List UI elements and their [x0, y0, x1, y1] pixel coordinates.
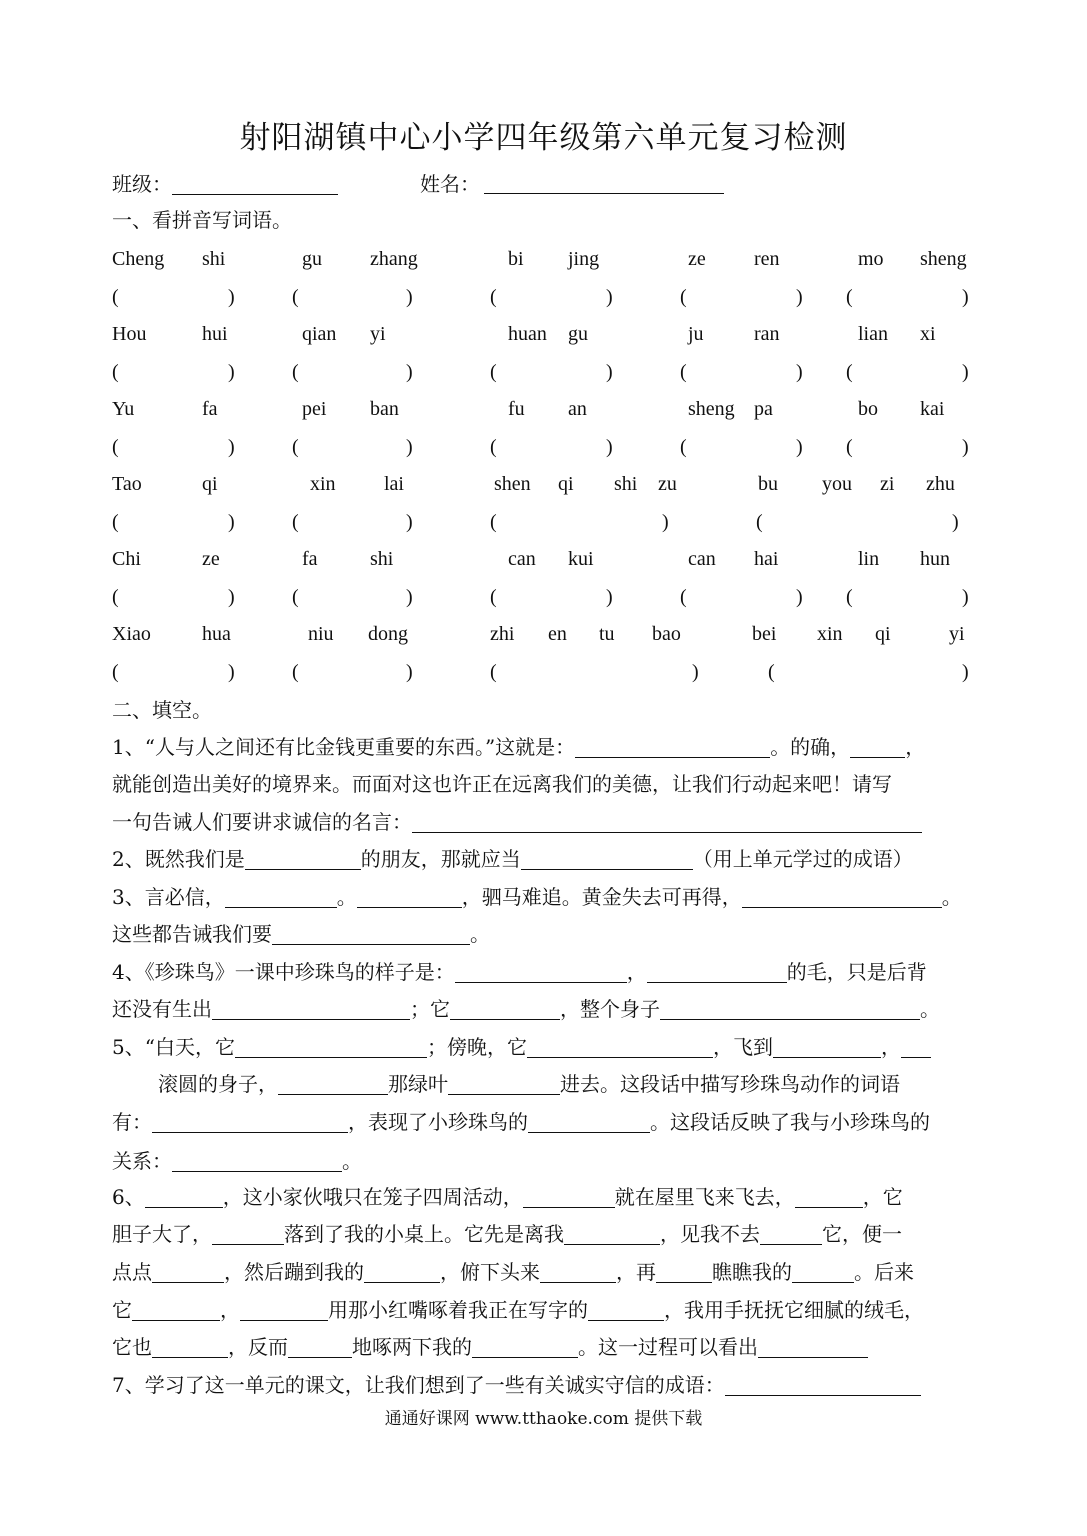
q6-text-n: 。后来	[854, 1260, 914, 1284]
pinyin-syllable: you	[822, 473, 852, 495]
answer-paren-close: )	[406, 436, 413, 458]
q1-text-a: 1、“人与人之间还有比金钱更重要的东西。”这就是：	[112, 735, 576, 759]
q6-line5	[112, 1332, 974, 1362]
answer-paren-row	[112, 582, 974, 612]
q6-text-k: ，俯下头来	[440, 1260, 540, 1284]
q6-blank-17[interactable]	[472, 1337, 578, 1358]
answer-paren-close: )	[228, 511, 235, 533]
q1-text-b: 。的确，	[770, 735, 851, 759]
q6-text-a: 6、	[112, 1185, 145, 1209]
pinyin-syllable: tu	[599, 623, 615, 645]
pinyin-row	[112, 394, 974, 424]
q3-text-b: 。	[336, 885, 357, 909]
pinyin-syllable: Yu	[112, 398, 135, 420]
section1-heading: 一、看拼音写词语。	[112, 208, 292, 232]
answer-paren-open[interactable]: (	[680, 286, 687, 308]
q6-blank-13[interactable]	[240, 1300, 328, 1321]
answer-paren-open[interactable]: (	[490, 661, 497, 683]
answer-paren-close: )	[962, 586, 969, 608]
answer-paren-close: )	[406, 586, 413, 608]
pinyin-syllable: pa	[754, 398, 773, 420]
pinyin-syllable: shen	[494, 473, 531, 495]
q5-text-j: 。这段话反映了我与小珍珠鸟的	[650, 1110, 930, 1134]
pinyin-syllable: lai	[384, 473, 404, 495]
q4-blank-2[interactable]	[647, 962, 787, 983]
q4-blank-4[interactable]	[450, 999, 560, 1020]
name-blank[interactable]	[484, 173, 724, 194]
pinyin-syllable: shi	[614, 473, 638, 495]
q4-blank-1[interactable]	[455, 962, 627, 983]
q6-text-j: ，然后蹦到我的	[224, 1260, 364, 1284]
q5-text-d: ，	[880, 1035, 901, 1059]
answer-paren-open[interactable]: (	[490, 586, 497, 608]
answer-paren-open[interactable]: (	[680, 436, 687, 458]
answer-paren-close: )	[606, 436, 613, 458]
q4-text-g: 。	[920, 997, 940, 1021]
pinyin-syllable: zu	[658, 473, 677, 495]
q6-line2	[112, 1219, 974, 1249]
q4-text-d: 还没有生出	[112, 997, 212, 1021]
answer-paren-open[interactable]: (	[112, 586, 119, 608]
answer-paren-open[interactable]: (	[846, 436, 853, 458]
q5-line1	[112, 1032, 974, 1062]
pinyin-syllable: zhi	[490, 623, 515, 645]
q1-line3	[112, 807, 974, 837]
class-blank[interactable]	[172, 174, 338, 195]
q6-line4	[112, 1295, 974, 1325]
q2-line	[112, 844, 974, 874]
pinyin-syllable: zhu	[926, 473, 955, 495]
pinyin-syllable: shi	[370, 548, 394, 570]
pinyin-syllable: fa	[302, 548, 318, 570]
answer-paren-close: )	[796, 286, 803, 308]
answer-paren-open[interactable]: (	[292, 286, 299, 308]
q6-line1	[112, 1182, 974, 1212]
q6-text-c: 就在屋里飞来飞去，	[614, 1185, 795, 1209]
pinyin-syllable: hui	[202, 323, 228, 345]
q4-text-b: ，	[626, 960, 647, 984]
pinyin-syllable: ju	[688, 323, 704, 345]
q6-text-e: 胆子大了，	[112, 1222, 212, 1246]
q5-blank-2[interactable]	[527, 1037, 713, 1058]
q3-text-d: 。	[941, 885, 962, 909]
q5-text-l: 。	[342, 1149, 362, 1173]
answer-paren-open[interactable]: (	[490, 286, 497, 308]
pinyin-syllable: shi	[202, 248, 226, 270]
pinyin-row	[112, 244, 974, 274]
answer-paren-close: )	[228, 586, 235, 608]
answer-paren-open[interactable]: (	[756, 511, 763, 533]
q6-blank-3[interactable]	[795, 1187, 863, 1208]
q6-blank-6[interactable]	[760, 1224, 822, 1245]
q6-text-b: ，这小家伙哦只在笼子四周活动，	[222, 1185, 523, 1209]
q2-blank-2[interactable]	[521, 849, 693, 870]
q4-text-f: ，整个身子	[560, 997, 660, 1021]
answer-paren-close: )	[228, 436, 235, 458]
q3-text-c: ，驷马难追。黄金失去可再得，	[461, 885, 742, 909]
q6-text-g: ，见我不去	[660, 1222, 760, 1246]
pinyin-syllable: qi	[202, 473, 218, 495]
q1-line1	[112, 732, 974, 762]
q1-line2: 就能创造出美好的境界来。而面对这也许正在远离我们的美德，让我们行动起来吧！请写	[112, 772, 892, 796]
pinyin-syllable: gu	[302, 248, 322, 270]
pinyin-syllable: ren	[754, 248, 780, 270]
pinyin-syllable: zhang	[370, 248, 418, 270]
pinyin-syllable: zi	[880, 473, 895, 495]
q3-line2	[112, 919, 974, 949]
pinyin-syllable: kai	[920, 398, 945, 420]
pinyin-syllable: Xiao	[112, 623, 151, 645]
pinyin-syllable: sheng	[920, 248, 967, 270]
name-label: 姓名：	[420, 172, 480, 196]
q6-blank-15[interactable]	[152, 1337, 228, 1358]
q6-text-f: 落到了我的小桌上。它先是离我	[284, 1222, 564, 1246]
answer-paren-close: )	[796, 436, 803, 458]
q4-text-c: 的毛，只是后背	[786, 960, 927, 984]
q5-blank-8[interactable]	[528, 1112, 650, 1133]
answer-paren-open[interactable]: (	[292, 661, 299, 683]
answer-paren-open[interactable]: (	[846, 286, 853, 308]
q3-text-a: 3、言必信，	[112, 885, 225, 909]
q6-blank-5[interactable]	[564, 1224, 660, 1245]
q6-blank-16[interactable]	[288, 1337, 352, 1358]
q4-line2	[112, 994, 974, 1024]
q6-blank-1[interactable]	[145, 1187, 223, 1208]
pinyin-syllable: dong	[368, 623, 408, 645]
q6-blank-18[interactable]	[758, 1337, 868, 1358]
q5-text-g: 进去。这段话中描写珍珠鸟动作的词语	[560, 1072, 900, 1096]
answer-paren-close: )	[796, 361, 803, 383]
answer-paren-open[interactable]: (	[292, 361, 299, 383]
q5-text-f: 那绿叶	[388, 1072, 448, 1096]
q4-text-e: ；它	[410, 997, 450, 1021]
pinyin-syllable: hun	[920, 548, 950, 570]
q6-blank-2[interactable]	[523, 1187, 615, 1208]
answer-paren-open[interactable]: (	[112, 511, 119, 533]
pinyin-syllable: mo	[858, 248, 884, 270]
pinyin-syllable: qian	[302, 323, 337, 345]
page-title: 射阳湖镇中心小学四年级第六单元复习检测	[239, 120, 848, 156]
pinyin-syllable: qi	[875, 623, 891, 645]
pinyin-syllable: Chi	[112, 548, 141, 570]
pinyin-syllable: xin	[310, 473, 336, 495]
q6-text-s: 它也	[112, 1335, 152, 1359]
q5-blank-6[interactable]	[448, 1074, 560, 1095]
answer-paren-open[interactable]: (	[292, 436, 299, 458]
answer-paren-open[interactable]: (	[490, 436, 497, 458]
student-info-row	[112, 169, 974, 199]
pinyin-syllable: Hou	[112, 323, 147, 345]
q6-blank-4[interactable]	[212, 1224, 284, 1245]
q5-text-k: 关系：	[112, 1149, 172, 1173]
q6-blank-8[interactable]	[364, 1262, 440, 1283]
answer-paren-row	[112, 507, 974, 537]
q6-text-d: ，它	[862, 1185, 903, 1209]
pinyin-syllable: huan	[508, 323, 547, 345]
answer-paren-close: )	[962, 661, 969, 683]
q3-blank-2[interactable]	[357, 887, 462, 908]
answer-paren-close: )	[952, 511, 959, 533]
pinyin-syllable: can	[508, 548, 536, 570]
q1-text-c: ，	[905, 735, 926, 759]
pinyin-row	[112, 619, 974, 649]
q3-text-e: 这些都告诫我们要	[112, 922, 272, 946]
q4-text-a: 4、《珍珠鸟》一课中珍珠鸟的样子是：	[112, 960, 455, 984]
pinyin-syllable: bi	[508, 248, 524, 270]
q5-blank-1[interactable]	[235, 1037, 427, 1058]
q6-blank-11[interactable]	[792, 1262, 854, 1283]
answer-paren-open[interactable]: (	[112, 361, 119, 383]
pinyin-syllable: kui	[568, 548, 594, 570]
pinyin-row	[112, 469, 974, 499]
q6-blank-9[interactable]	[540, 1262, 616, 1283]
q1-blank-2[interactable]	[850, 737, 905, 758]
answer-paren-row	[112, 657, 974, 687]
pinyin-syllable: ran	[754, 323, 780, 345]
q3-blank-4[interactable]	[272, 924, 470, 945]
pinyin-syllable: bo	[858, 398, 878, 420]
answer-paren-close: )	[606, 361, 613, 383]
pinyin-syllable: an	[568, 398, 587, 420]
answer-paren-close: )	[406, 661, 413, 683]
answer-paren-close: )	[606, 286, 613, 308]
q7-blank[interactable]	[725, 1375, 921, 1396]
answer-paren-open[interactable]: (	[846, 586, 853, 608]
q2-blank-1[interactable]	[245, 849, 361, 870]
pinyin-syllable: bao	[652, 623, 681, 645]
pinyin-syllable: xi	[920, 323, 936, 345]
pinyin-syllable: bu	[758, 473, 778, 495]
answer-paren-open[interactable]: (	[112, 286, 119, 308]
q5-line3	[112, 1107, 974, 1137]
q5-blank-9[interactable]	[172, 1151, 342, 1172]
pinyin-syllable: ze	[688, 248, 706, 270]
q1-blank-3[interactable]	[412, 812, 922, 833]
pinyin-syllable: can	[688, 548, 716, 570]
pinyin-row	[112, 319, 974, 349]
q5-text-e: 滚圆的身子，	[158, 1072, 278, 1096]
q2-text-b: 的朋友，那就应当	[360, 847, 521, 871]
answer-paren-open[interactable]: (	[292, 511, 299, 533]
answer-paren-open[interactable]: (	[680, 586, 687, 608]
q6-text-t: ，反而	[228, 1335, 288, 1359]
q5-text-c: ，飞到	[712, 1035, 773, 1059]
answer-paren-open[interactable]: (	[292, 586, 299, 608]
answer-paren-close: )	[662, 511, 669, 533]
answer-paren-close: )	[962, 286, 969, 308]
answer-paren-close: )	[406, 286, 413, 308]
answer-paren-close: )	[606, 586, 613, 608]
answer-paren-open[interactable]: (	[768, 661, 775, 683]
q6-text-r: ，我用手抚抚它细腻的绒毛，	[664, 1298, 924, 1322]
q7-text: 7、学习了这一单元的课文，让我们想到了一些有关诚实守信的成语：	[112, 1373, 725, 1397]
answer-paren-close: )	[228, 361, 235, 383]
pinyin-syllable: hua	[202, 623, 231, 645]
q6-text-v: 。这一过程可以看出	[578, 1335, 758, 1359]
pinyin-syllable: gu	[568, 323, 588, 345]
section2-heading: 二、填空。	[112, 698, 212, 722]
pinyin-syllable: hai	[754, 548, 779, 570]
answer-paren-close: )	[692, 661, 699, 683]
q5-blank-4[interactable]	[901, 1037, 931, 1058]
pinyin-syllable: Cheng	[112, 248, 165, 270]
q6-text-o: 它	[112, 1298, 132, 1322]
q5-line2	[112, 1069, 1020, 1099]
q3-line1	[112, 882, 974, 912]
answer-paren-close: )	[962, 361, 969, 383]
q6-text-i: 点点	[112, 1260, 152, 1284]
answer-paren-close: )	[406, 361, 413, 383]
q4-blank-5[interactable]	[660, 999, 920, 1020]
pinyin-syllable: niu	[308, 623, 334, 645]
q7-line	[112, 1370, 974, 1400]
q1-text-d: 一句告诫人们要讲求诚信的名言：	[112, 810, 412, 834]
pinyin-syllable: sheng	[688, 398, 735, 420]
q6-text-h: 它，便一	[822, 1222, 902, 1246]
q2-text-c: （用上单元学过的成语）	[692, 847, 913, 871]
q3-blank-1[interactable]	[225, 887, 337, 908]
pinyin-syllable: bei	[752, 623, 777, 645]
q6-blank-12[interactable]	[132, 1300, 220, 1321]
q5-text-h: 有：	[112, 1110, 152, 1134]
q6-blank-10[interactable]	[656, 1262, 712, 1283]
footer-source: 通通好课网 www.tthaoke.com 提供下载	[384, 1409, 703, 1429]
q5-line4	[112, 1146, 974, 1176]
pinyin-syllable: en	[548, 623, 567, 645]
answer-paren-open[interactable]: (	[112, 436, 119, 458]
q6-text-m: 瞧瞧我的	[712, 1260, 792, 1284]
answer-paren-open[interactable]: (	[490, 361, 497, 383]
pinyin-syllable: xin	[817, 623, 843, 645]
answer-paren-open[interactable]: (	[490, 511, 497, 533]
pinyin-syllable: qi	[558, 473, 574, 495]
q2-text-a: 2、既然我们是	[112, 847, 245, 871]
q5-blank-3[interactable]	[773, 1037, 881, 1058]
q1-blank-1[interactable]	[575, 737, 770, 758]
q3-text-f: 。	[470, 922, 490, 946]
pinyin-syllable: yi	[370, 323, 386, 345]
q5-text-i: ，表现了小珍珠鸟的	[348, 1110, 528, 1134]
q4-line1	[112, 957, 974, 987]
answer-paren-row	[112, 282, 974, 312]
answer-paren-close: )	[228, 661, 235, 683]
q6-line3	[112, 1257, 974, 1287]
pinyin-syllable: lian	[858, 323, 888, 345]
pinyin-row	[112, 544, 974, 574]
answer-paren-close: )	[962, 436, 969, 458]
answer-paren-close: )	[228, 286, 235, 308]
q6-blank-7[interactable]	[152, 1262, 224, 1283]
q6-text-q: 用那小红嘴啄着我正在写字的	[328, 1298, 588, 1322]
q6-text-l: ，再	[616, 1260, 656, 1284]
q5-text-a: 5、“白天，它	[112, 1035, 235, 1059]
class-label: 班级：	[112, 172, 172, 196]
q6-text-u: 地啄两下我的	[352, 1335, 472, 1359]
answer-paren-close: )	[796, 586, 803, 608]
pinyin-syllable: Tao	[112, 473, 142, 495]
q5-text-b: ；傍晚，它	[426, 1035, 527, 1059]
q3-blank-3[interactable]	[742, 887, 942, 908]
answer-paren-open[interactable]: (	[112, 661, 119, 683]
answer-paren-open[interactable]: (	[680, 361, 687, 383]
answer-paren-close: )	[406, 511, 413, 533]
q5-blank-7[interactable]	[152, 1112, 348, 1133]
pinyin-syllable: fa	[202, 398, 218, 420]
pinyin-syllable: lin	[858, 548, 880, 570]
answer-paren-open[interactable]: (	[846, 361, 853, 383]
q6-text-p: ，	[220, 1298, 240, 1322]
pinyin-syllable: ban	[370, 398, 399, 420]
pinyin-syllable: jing	[568, 248, 600, 270]
answer-paren-row	[112, 432, 974, 462]
pinyin-syllable: pei	[302, 398, 327, 420]
q6-blank-14[interactable]	[588, 1300, 664, 1321]
pinyin-syllable: yi	[949, 623, 965, 645]
q4-blank-3[interactable]	[212, 999, 410, 1020]
answer-paren-row	[112, 357, 974, 387]
pinyin-syllable: fu	[508, 398, 525, 420]
pinyin-syllable: ze	[202, 548, 220, 570]
q5-blank-5[interactable]	[278, 1074, 388, 1095]
